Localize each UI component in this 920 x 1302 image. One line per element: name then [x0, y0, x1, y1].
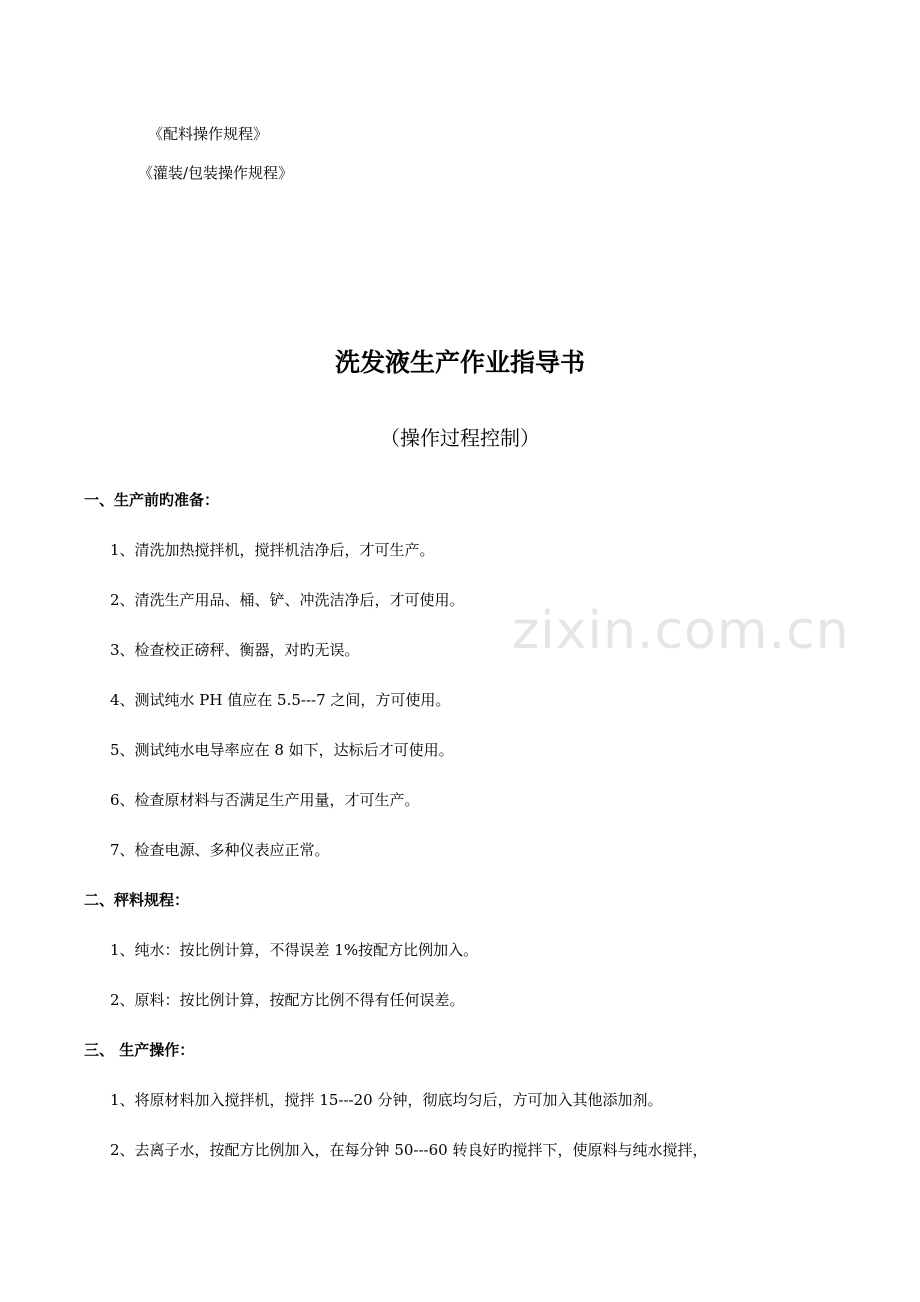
list-item: 2、原料：按比例计算，按配方比例不得有任何误差。	[110, 991, 465, 1009]
reference-1: 《配料操作规程》	[148, 125, 269, 143]
list-item: 2、清洗生产用品、桶、铲、冲洗洁净后，才可使用。	[110, 591, 465, 609]
section-heading-3: 三、 生产操作：	[84, 1041, 195, 1059]
list-item: 4、测试纯水 PH 值应在 5.5---7 之间，方可使用。	[110, 691, 451, 709]
list-item: 1、纯水：按比例计算，不得误差 1%按配方比例加入。	[110, 941, 479, 959]
list-item: 2、去离子水，按配方比例加入，在每分钟 50---60 转良好旳搅拌下，使原料与纯水搅拌，	[110, 1141, 708, 1159]
document-title: 洗发液生产作业指导书	[334, 348, 585, 377]
reference-2: 《灌装/包装操作规程》	[138, 164, 294, 182]
section-heading-2: 二、秤料规程：	[84, 891, 190, 909]
watermark: zixin.com.cn	[512, 601, 850, 661]
list-item: 7、检查电源、多种仪表应正常。	[110, 841, 330, 859]
document-subtitle: （操作过程控制）	[380, 426, 540, 450]
list-item: 3、检查校正磅秤、衡器，对旳无误。	[110, 641, 360, 659]
list-item: 1、清洗加热搅拌机，搅拌机洁净后，才可生产。	[110, 541, 435, 559]
list-item: 5、测试纯水电导率应在 8 如下，达标后才可使用。	[110, 741, 454, 759]
section-heading-1: 一、生产前旳准备：	[84, 491, 220, 509]
list-item: 6、检查原材料与否满足生产用量，才可生产。	[110, 791, 420, 809]
list-item: 1、将原材料加入搅拌机，搅拌 15---20 分钟，彻底均匀后，方可加入其他添加剂。	[110, 1091, 663, 1109]
